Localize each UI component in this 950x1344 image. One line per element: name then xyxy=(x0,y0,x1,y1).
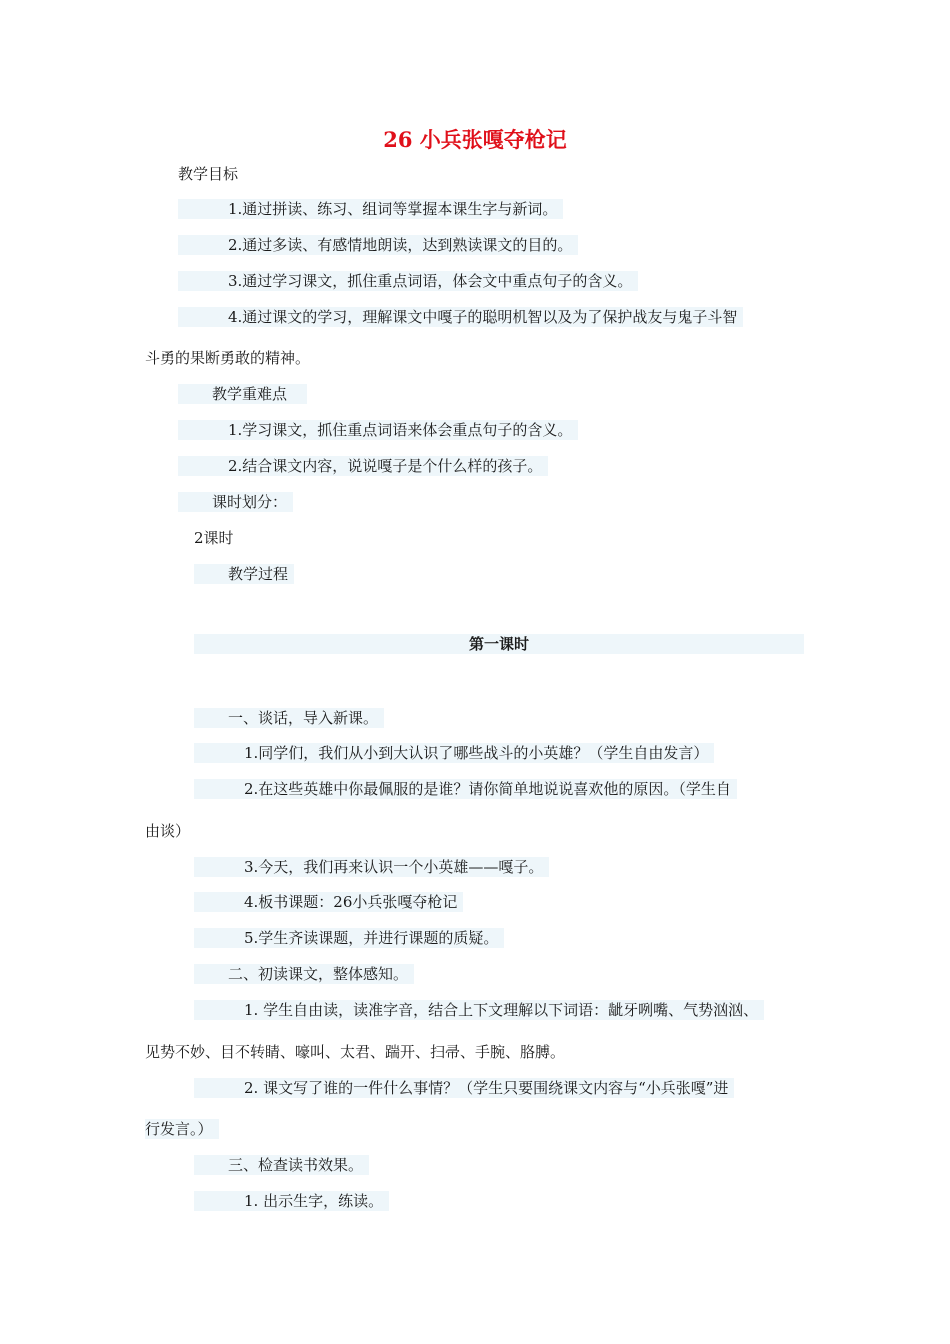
period-heading: 课时划分： xyxy=(178,492,293,512)
part1-item-2-cont: 由谈） xyxy=(145,822,191,840)
period-value: 2课时 xyxy=(194,529,234,547)
lesson1-heading: 第一课时 xyxy=(194,634,804,654)
goal-1: 1.通过拼读、练习、组词等掌握本课生字与新词。 xyxy=(178,199,563,219)
part3-item-1: 1. 出示生字，练读。 xyxy=(194,1191,389,1211)
goals-heading: 教学目标 xyxy=(178,165,239,183)
key-point-2: 2.结合课文内容，说说嘎子是个什么样的孩子。 xyxy=(178,456,548,476)
part1-item-3: 3.今天，我们再来认识一个小英雄——嘎子。 xyxy=(194,857,549,877)
document-title: 26 小兵张嘎夺枪记 xyxy=(383,127,567,152)
goal-4: 4.通过课文的学习，理解课文中嘎子的聪明机智以及为了保护战友与鬼子斗智 xyxy=(178,307,743,327)
part2-heading: 二、初读课文，整体感知。 xyxy=(194,964,414,984)
goal-3: 3.通过学习课文，抓住重点词语，体会文中重点句子的含义。 xyxy=(178,271,638,291)
part2-item-2: 2. 课文写了谁的一件什么事情？（学生只要围绕课文内容与“小兵张嘎”进 xyxy=(194,1078,734,1098)
key-heading: 教学重难点 xyxy=(178,384,307,404)
part1-heading: 一、谈话，导入新课。 xyxy=(194,708,384,728)
part1-item-2: 2.在这些英雄中你最佩服的是谁？请你简单地说说喜欢他的原因。（学生自 xyxy=(194,779,737,799)
part2-item-1: 1. 学生自由读，读准字音，结合上下文理解以下词语：龇牙咧嘴、气势汹汹、 xyxy=(194,1000,764,1020)
goal-2: 2.通过多读、有感情地朗读，达到熟读课文的目的。 xyxy=(178,235,578,255)
process-heading: 教学过程 xyxy=(194,564,294,584)
part1-item-4: 4.板书课题：26小兵张嘎夺枪记 xyxy=(194,892,463,912)
goal-4-cont: 斗勇的果断勇敢的精神。 xyxy=(145,349,311,367)
part1-item-5: 5.学生齐读课题，并进行课题的质疑。 xyxy=(194,928,504,948)
part3-heading: 三、检查读书效果。 xyxy=(194,1155,369,1175)
key-point-1: 1.学习课文，抓住重点词语来体会重点句子的含义。 xyxy=(178,420,578,440)
part1-item-1: 1.同学们，我们从小到大认识了哪些战斗的小英雄？（学生自由发言） xyxy=(194,743,714,763)
part2-item-2-cont: 行发言。） xyxy=(145,1119,219,1139)
part2-item-1-cont: 见势不妙、目不转睛、嚎叫、太君、踹开、扫帚、手腕、胳膊。 xyxy=(145,1043,566,1061)
